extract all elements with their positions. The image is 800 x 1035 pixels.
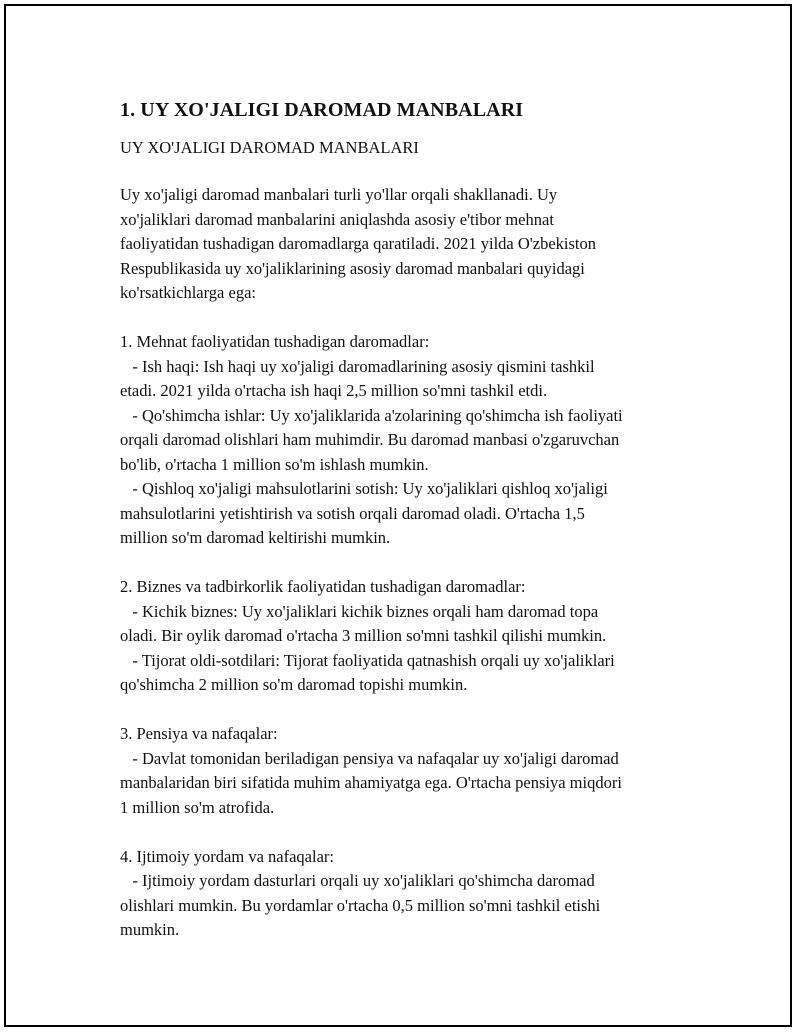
document-content (120, 98, 680, 943)
section-heading: 1. UY XO'JALIGI DAROMAD MANBALARI (120, 99, 524, 121)
document-page (4, 4, 792, 1027)
section-subtitle: UY XO'JALIGI DAROMAD MANBALARI (120, 138, 419, 157)
body-text: Uy xo'jaligi daromad manbalari turli yo'llar orqali shakllanadi. Uy xo'jaliklari daromad manbalarini aniqlashda asosiy e'tibor mehnat faoliyatidan tushadigan daromadlarga qaratiladi. 2021 yilda O'zbekiston Respublikasida uy xo'jaliklarining asosiy daromad manbalari quyidagi ko'rsatkichlarga ega: 1. Mehnat faoliyatidan tushadigan daromadlar: - Ish haqi: Ish haqi uy xo'jaligi daromadlarining asosiy qismini tashkil etadi. 2021 yilda o'rtacha ish haqi 2,5 million so'mni tashkil etdi. - Qo'shimcha ishlar: Uy xo'jaliklarida a'zolarining qo'shimcha ish faoliyati orqali daromad olishlari ham muhimdir. Bu daromad manbasi o'zgaruvchan bo'lib, o'rtacha 1 million so'm ishlash mumkin. - Qishloq xo'jaligi mahsulotlarini sotish: Uy xo'jaliklari qishloq xo'jaligi mahsulotlarini yetishtirish va sotish orqali daromad oladi. O'rtacha 1,5 million so'm daromad keltirishi mumkin. 2. Biznes va tadbirkorlik faoliyatidan tushadigan daromadlar: - Kichik biznes: Uy xo'jaliklari kichik biznes orqali ham daromad topa oladi. Bir oylik daromad o'rtacha 3 million so'mni tashkil qilishi mumkin. - Tijorat oldi-sotdilari: Tijorat faoliyatida qatnashish orqali uy xo'jaliklari qo'shimcha 2 million so'm daromad topishi mumkin. 3. Pensiya va nafaqalar: - Davlat tomonidan beriladigan pensiya va nafaqalar uy xo'jaligi daromad manbalaridan biri sifatida muhim ahamiyatga ega. O'rtacha pensiya miqdori 1 million so'm atrofida. 4. Ijtimoiy yordam va nafaqalar: - Ijtimoiy yordam dasturlari orqali uy xo'jaliklari qo'shimcha daromad olishlari mumkin. Bu yordamlar o'rtacha 0,5 million so'mni tashkil etishi mumkin. (120, 185, 623, 939)
